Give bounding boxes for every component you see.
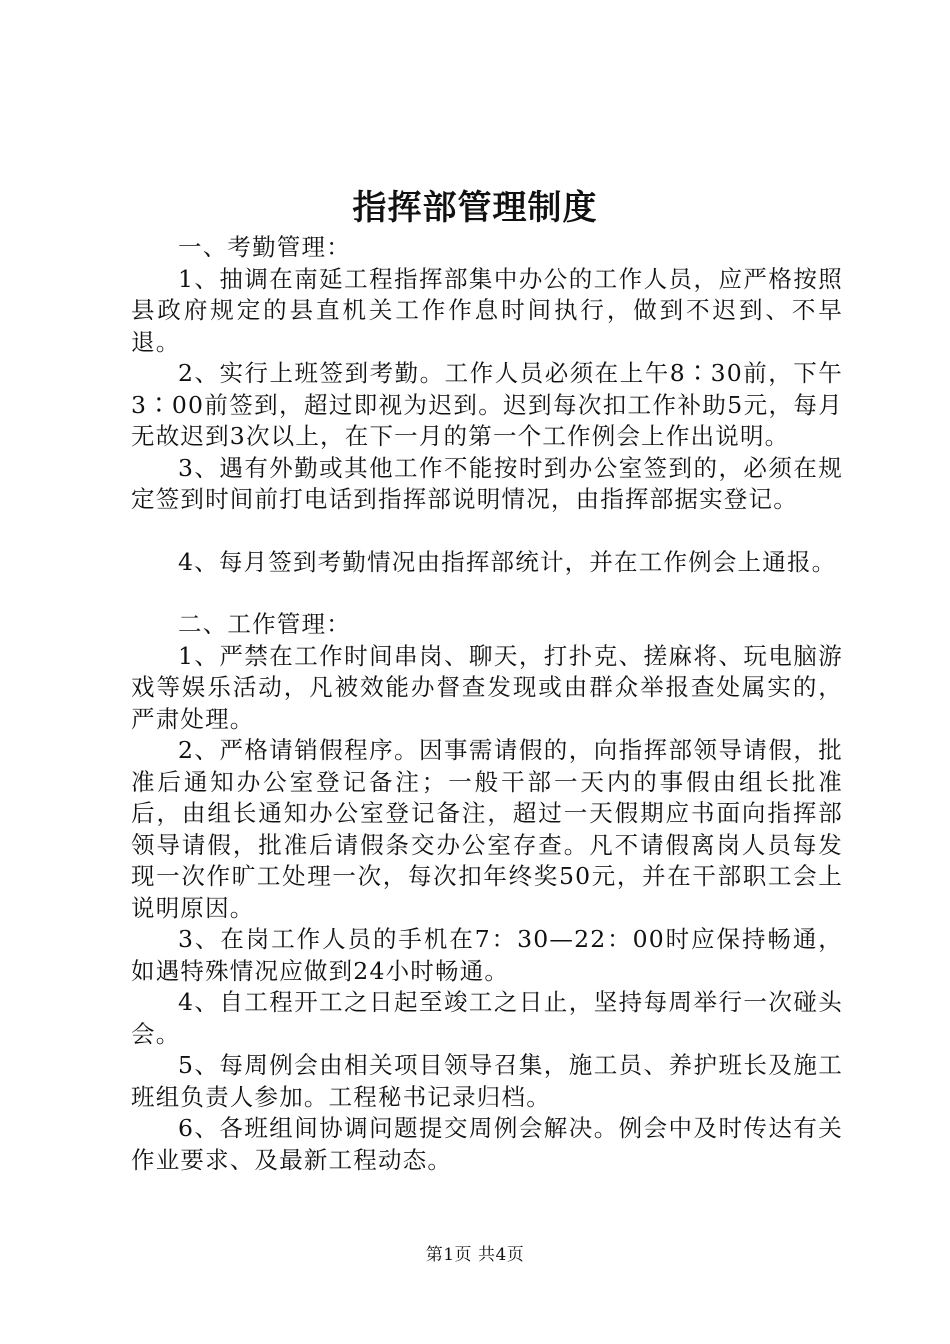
paragraph: 5、每周例会由相关项目领导召集，施工员、养护班长及施工班组负责人参加。工程秘书记录归档。 [131, 1051, 843, 1111]
paragraph: 3、遇有外勤或其他工作不能按时到办公室签到的，必须在规定签到时间前打电话到指挥部说明情况，由指挥部据实登记。 [131, 453, 843, 513]
paragraph: 1、抽调在南延工程指挥部集中办公的工作人员，应严格按照县政府规定的县直机关工作作息时间执行，做到不迟到、不早退。 [131, 264, 843, 356]
section-heading-work: 二、工作管理： [178, 610, 351, 638]
paragraph: 3、在岗工作人员的手机在7：30—22：00时应保持畅通，如遇特殊情况应做到24小时畅通。 [131, 925, 843, 985]
document-title: 指挥部管理制度 [352, 188, 598, 228]
section-heading-attendance: 一、考勤管理： [178, 233, 351, 261]
paragraph: 4、自工程开工之日起至竣工之日止，坚持每周举行一次碰头会。 [131, 988, 843, 1048]
paragraph: 1、严禁在工作时间串岗、聊天，打扑克、搓麻将、玩电脑游戏等娱乐活动，凡被效能办督查发现或由群众举报查处属实的，严肃处理。 [131, 641, 843, 733]
paragraph: 4、每月签到考勤情况由指挥部统计，并在工作例会上通报。 [178, 547, 837, 576]
paragraph: 2、实行上班签到考勤。工作人员必须在上午8∶30前，下午3∶00前签到，超过即视为迟到。迟到每次扣工作补助5元，每月无故迟到3次以上，在下一月的第一个工作例会上作出说明。 [131, 359, 843, 450]
document-body [131, 232, 843, 1176]
paragraph: 6、各班组间协调问题提交周例会解决。例会中及时传达有关作业要求、及最新工程动态。 [131, 1114, 843, 1174]
page-number-footer: 第1页 共4页 [425, 1245, 525, 1265]
paragraph: 2、严格请销假程序。因事需请假的，向指挥部领导请假，批准后通知办公室登记备注；一般干部一天内的事假由组长批准后，由组长通知办公室登记备注，超过一天假期应书面向指挥部领导请假，批准后请假条交办公室存查。凡不请假离岗人员每发现一次作旷工处理一次，每次扣年终奖50元，并在干部职工会上说明原因。 [131, 736, 843, 922]
